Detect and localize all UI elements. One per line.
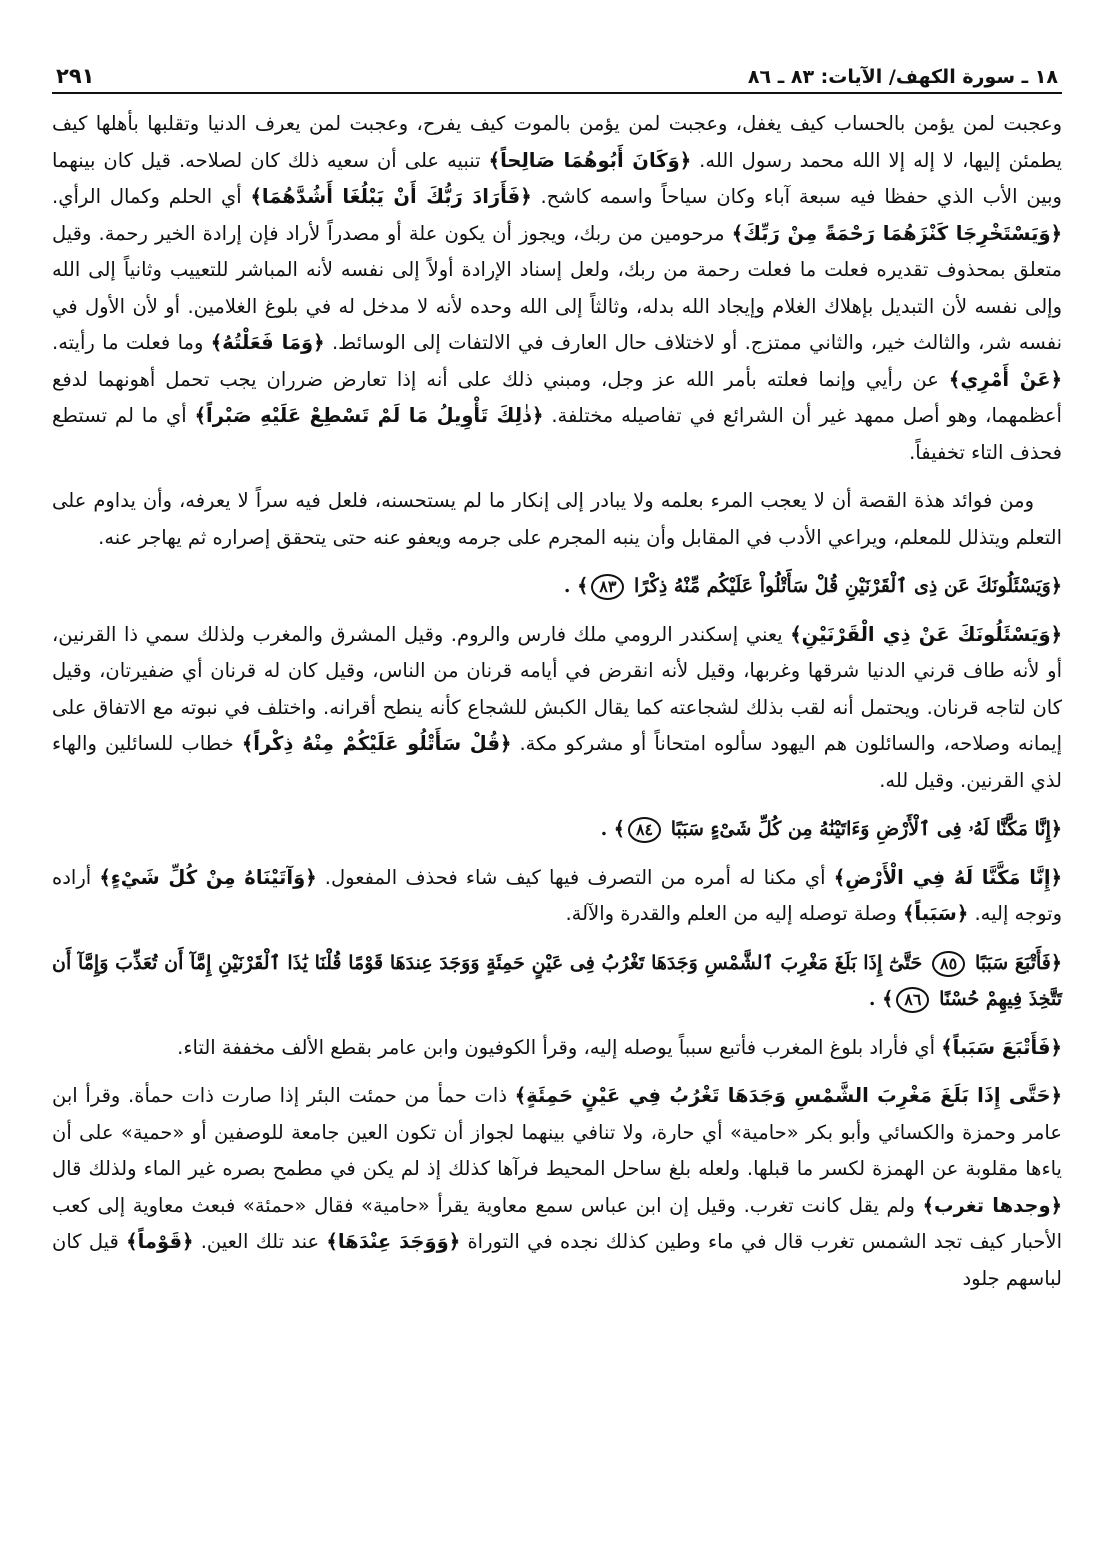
body-text: ذات حمأ من حمئت البئر إذا صارت ذات حمأة. وقرأ ابن عامر وحمزة والكسائي وأبو بكر «حامية» أي حارة، ولا تنافي بينهما لجواز أن تكون العين جامعة للوصفين أو «حمية» على أن ياءها مقلوبة عن الهمزة لكسر ما قبلها. ولعله بلغ ساحل المحيط فرآها كذلك إذ لم يكن في مطمح بصره غير الماء ولذلك قال (52, 1084, 1062, 1180)
quote-text: ﴿سَبَباً﴾ (902, 902, 969, 925)
quote-text: ﴾ . (600, 818, 625, 840)
quote-text: ﴿إِنَّا مَكَّنَّا لَهُۥ فِى ٱلْأَرْضِ وَءَاتَيْنَٰهُ مِن كُلِّ شَىْءٍ سَبَبًا (664, 818, 1062, 840)
body-text: قيل كان لباسهم جلود (52, 1230, 1062, 1290)
body-text: مرحومين من ربك، ويجوز أن يكون علة أو مصدراً لأراد فإن إرادة الخير رحمة. وقيل متعلق بمحذوف تقديره فعلت ما فعلت رحمة من ربك، ولعل إسناد الإرادة أولاً إلى نفسه لأنه المباشر للتعييب وثانياً إلى الله وإلى نفسه لأن التبديل بإهلاك الغلام وإيجاد الله بدله، وثالثاً إلى الله وحده لأنه لا مدخل له في بلوغ الغلامين. أو لأن الأول في نفسه شر، والثالث خير، والثاني ممتزج. أو لاختلاف حال العارف في الالتفات إلى الوسائط. (52, 221, 1063, 354)
quote-text: ﴿وَمَا فَعَلْتُهُ﴾ (210, 331, 325, 354)
body-text: ومن فوائد هذة القصة أن لا يعجب المرء بعلمه ولا يبادر إلى إنكار ما لم يستحسنه، فلعل فيه سراً لا يعرفه، وأن يداوم على التعلم ويتذلل للمعلم، ويراعي الأدب في المقابل وأن ينبه المجرم على جرمه ويعفو عنه حتى يتحقق إصراره ثم يهاجر عنه. (52, 489, 1062, 549)
quote-text: ﴿وَيَسْئَلُونَكَ عَنْ ذِي الْقَرْنَيْنِ﴾ (790, 622, 1062, 646)
commentary-paragraph (52, 106, 1062, 471)
quote-text: ﴿وَكَانَ أَبُوهُمَا صَالِحاً﴾ (488, 148, 692, 172)
verse-number: ٨٣ (591, 574, 624, 600)
commentary-paragraph (52, 860, 1062, 933)
page-body (52, 106, 1062, 1297)
body-text: وصلة توصله إليه من العلم والقدرة والآلة. (565, 902, 903, 925)
body-text: أي فأراد بلوغ المغرب فأتبع سبباً يوصله إليه، وقرأ الكوفيون وابن عامر بقطع الألف مخففة التاء. (177, 1035, 942, 1059)
commentary-paragraph (52, 1078, 1062, 1297)
page-number: ٢٩١ (56, 64, 95, 88)
commentary-paragraph (52, 617, 1062, 800)
quote-text: ﴿وَوَجَدَ عِنْدَهَا﴾ (326, 1230, 461, 1253)
quote-text: ﴿حَتَّى إِذَا بَلَغَ مَغْرِبَ الشَّمْسِ وَجَدَهَا تَغْرُبُ فِي عَيْنٍ حَمِئَةٍ﴾ (514, 1084, 1062, 1107)
body-text: تنبيه على أن سعيه ذلك كان لصلاحه. قيل كان بينهما وبين الأب الذي حفظا فيه سبعة آباء وكان سياحاً واسمه كاشح. (52, 148, 1062, 208)
quote-text: ﴿وجدها تغرب﴾ (922, 1193, 1062, 1217)
quote-text: ﴾ . (868, 988, 894, 1010)
body-text: أي مكنا له أمره من التصرف فيها كيف شاء فحذف المفعول. (316, 865, 834, 889)
running-title: ١٨ ـ سورة الكهف/ الآيات: ٨٣ ـ ٨٦ (747, 66, 1058, 88)
quote-text: ﴿قُلْ سَأَتْلُو عَلَيْكُمْ مِنْهُ ذِكْراً﴾ (241, 732, 512, 755)
body-text: عند تلك العين. (193, 1230, 327, 1253)
quote-text: ﴿عَنْ أَمْرِي﴾ (948, 367, 1062, 391)
body-text: يعني إسكندر الرومي ملك فارس والروم. وقيل المشرق والمغرب ولذلك سمي ذا القرنين، أو لأنه طاف قرني الدنيا شرقها وغربها، وقيل لأنه انقرض في أيامه قرنان من الناس، وقيل كان له قرنان أي ضفيرتان، وقيل كان لتاجه قرنان. ويحتمل أنه لقب بذلك لشجاعته كما يقال الكبش للشجاع كأنه ينطح أقرانه. واختلف في نبوته مع الاتفاق على إيمانه وصلاحه، والسائلون هم اليهود سألوه امتحاناً أو مشركو مكة. (52, 622, 1062, 755)
quote-text: ﴿قَوْماً﴾ (126, 1230, 194, 1253)
page (52, 58, 1062, 1309)
quote-text: ﴿إِنَّا مَكَّنَّا لَهُ فِي الْأَرْضِ﴾ (833, 865, 1062, 889)
body-text: خطاب للسائلين والهاء لذي القرنين. وقيل لله. (52, 732, 1062, 792)
quote-text: ﴿وَيَسْتَخْرِجَا كَنْزَهُمَا رَحْمَةً مِنْ رَبِّكَ﴾ (731, 221, 1062, 245)
commentary-paragraph (52, 1030, 1062, 1067)
body-text: وما فعلت ما رأيته. (52, 331, 211, 354)
body-text: عن رأيي وإنما فعلته بأمر الله عز وجل، ومبني ذلك على أنه إذا تعارض ضرران يجب تحمل أهونهما لدفع أعظمهما، وهو أصل ممهد غير أن الشرائع في تفاصيله مختلفة. (52, 367, 1062, 427)
verse-number: ٨٥ (932, 951, 965, 977)
quote-text: ﴿فَأَتْبَعَ سَبَباً﴾ (941, 1035, 1062, 1059)
quote-text: ﴿ذٰلِكَ تَأْوِيلُ مَا لَمْ تَسْطِعْ عَلَيْهِ صَبْراً﴾ (194, 404, 544, 427)
verse-number: ٨٤ (628, 817, 661, 843)
commentary-paragraph (52, 483, 1062, 556)
page-header (52, 58, 1062, 94)
quote-text: ﴾ . (563, 575, 589, 597)
quote-text: حَتَّىٰٓ إِذَا بَلَغَ مَغْرِبَ ٱلشَّمْسِ وَجَدَهَا تَغْرُبُ فِى عَيْنٍ حَمِئَةٍ وَوَجَدَ عِندَهَا قَوْمًا قُلْنَا يَٰذَا ٱلْقَرْنَيْنِ إِمَّآ أَن تُعَذِّبَ وَإِمَّآ أَن تَتَّخِذَ فِيهِمْ حُسْنًا (52, 951, 1062, 1010)
verse-number: ٨٦ (896, 987, 929, 1013)
quran-verse (52, 568, 1062, 605)
quote-text: ﴿فَأَتْبَعَ سَبَبًا (968, 951, 1062, 974)
quote-text: ﴿وَيَسْئَلُونَكَ عَن ذِى ٱلْقَرْنَيْنِ قُلْ سَأَتْلُواْ عَلَيْكُم مِّنْهُ ذِكْرًا (627, 575, 1062, 597)
body-text: وعجبت لمن يؤمن بالحساب كيف يغفل، وعجبت لمن يؤمن بالموت كيف يفرح، وعجبت لمن يعرف الدنيا وتقلبها بأهلها كيف يطمئن إليها، لا إله إلا الله محمد رسول الله. (52, 112, 1062, 172)
body-text: أي الحلم وكمال الرأي. (52, 185, 251, 208)
quran-verse (52, 811, 1062, 848)
body-text: أراده وتوجه إليه. (52, 865, 1062, 925)
body-text: أي ما لم تستطع فحذف التاء تخفيفاً. (52, 404, 1062, 464)
quote-text: ﴿وَآتَيْنَاهُ مِنْ كُلِّ شَيْءٍ﴾ (99, 865, 317, 889)
quote-text: ﴿فَأَرَادَ رَبُّكَ أَنْ يَبْلُغَا أَشُدَّهُمَا﴾ (250, 185, 532, 208)
quran-verse (52, 945, 1062, 1018)
body-text: ولم يقل كانت تغرب. وقيل إن ابن عباس سمع معاوية يقرأ «حامية» فقال «حمئة» فبعث معاوية إلى كعب الأحبار كيف تجد الشمس تغرب قال في ماء وطين كذلك نجده في التوراة (52, 1193, 1062, 1253)
